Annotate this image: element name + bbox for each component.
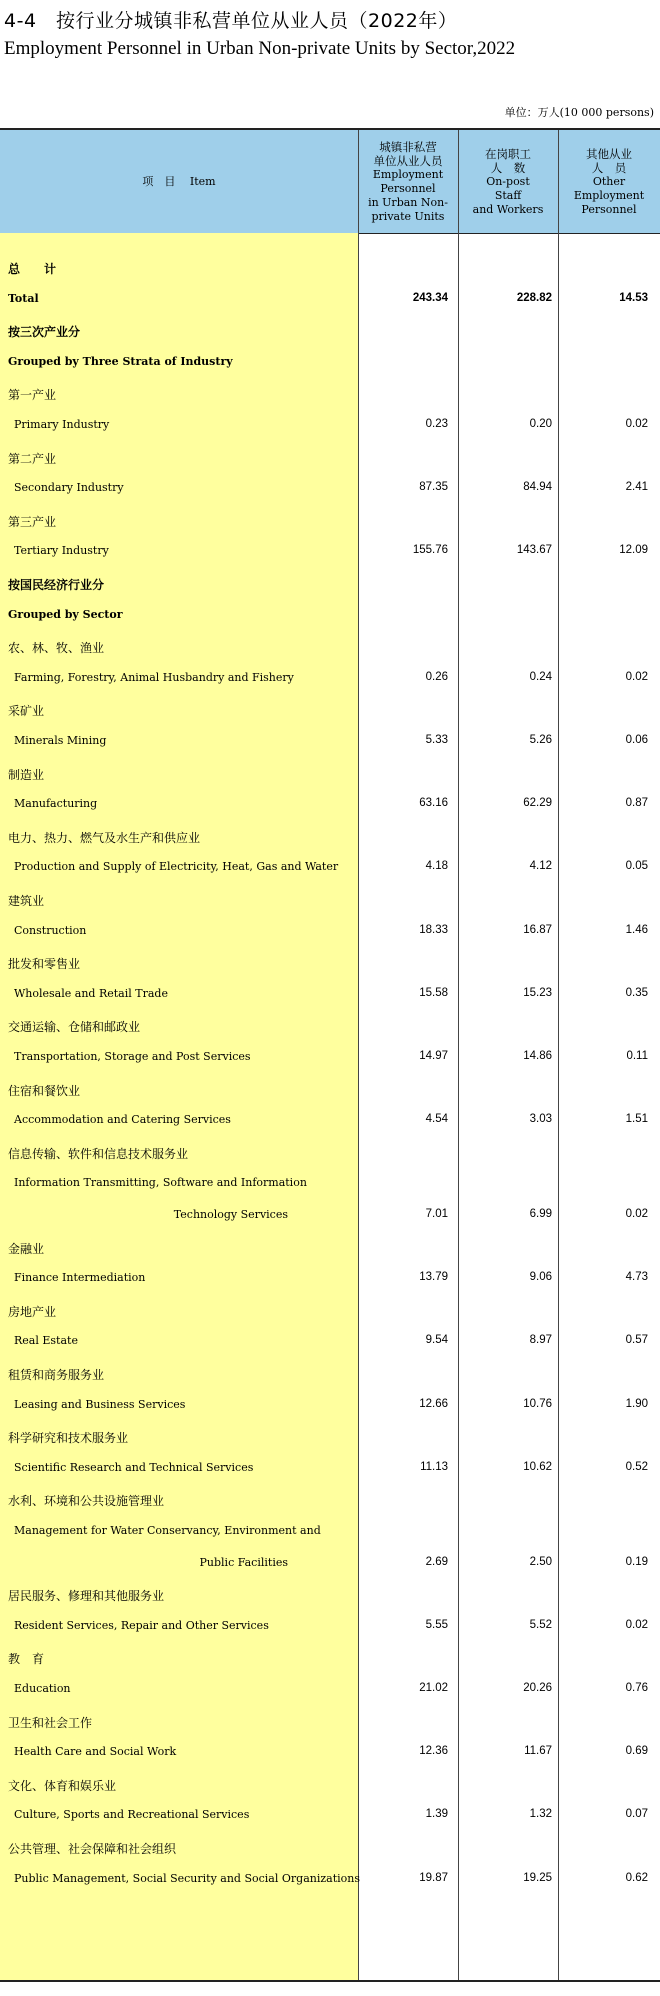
row-label: Scientific Research and Technical Services: [14, 1460, 254, 1474]
on-post-staff-value: 9.06: [529, 1271, 552, 1284]
header-c1-en-line3: in Urban Non-: [368, 195, 448, 209]
row-label: Manufacturing: [14, 797, 98, 811]
table-row: [0, 1200, 660, 1232]
row-label: Education: [14, 1682, 71, 1695]
row-label: 交通运输、仓储和邮政业: [8, 1020, 141, 1035]
employment-value: 9.54: [425, 1334, 448, 1347]
row-label: Accommodation and Catering Services: [14, 1113, 231, 1127]
other-employment-value: 0.06: [625, 734, 648, 746]
header-c2-en-line3: and Workers: [472, 202, 544, 216]
other-employment-value: 0.11: [626, 1050, 648, 1062]
data-table: [0, 128, 660, 1982]
table-row: [0, 410, 660, 442]
on-post-staff-value: 228.82: [516, 291, 552, 304]
row-label: 采矿业: [8, 704, 45, 719]
table-row: [0, 1010, 660, 1042]
row-label: Primary Industry: [14, 418, 110, 431]
row-label: 租赁和商务服务业: [8, 1368, 105, 1382]
employment-value: 5.55: [425, 1618, 448, 1631]
table-row: [0, 1232, 660, 1264]
header-on-post-staff: [458, 130, 558, 233]
header-c1-en-line2: Personnel: [380, 181, 436, 195]
row-label: 住宿和餐饮业: [8, 1083, 81, 1098]
row-label: 按三次产业分: [8, 325, 81, 340]
on-post-staff-value: 3.03: [529, 1113, 552, 1126]
other-employment-value: 0.02: [625, 418, 648, 430]
employment-value: 14.97: [419, 1050, 448, 1062]
other-employment-value: 0.05: [625, 860, 648, 873]
employment-value: 13.79: [419, 1271, 448, 1284]
employment-value: 4.54: [425, 1113, 448, 1126]
table-row: [0, 1864, 660, 1896]
other-employment-value: 12.09: [619, 544, 648, 557]
header-c1-en-line4: private Units: [371, 209, 445, 223]
row-label: 批发和零售业: [8, 957, 81, 972]
other-employment-value: 4.73: [625, 1271, 648, 1284]
employment-value: 87.35: [419, 481, 448, 494]
on-post-staff-value: 15.23: [523, 986, 552, 999]
other-employment-value: 0.52: [625, 1460, 648, 1473]
on-post-staff-value: 1.32: [529, 1808, 552, 1821]
row-label: Resident Services, Repair and Other Services: [14, 1618, 269, 1632]
table-row: [0, 600, 660, 632]
table-row: [0, 663, 660, 695]
employment-value: 18.33: [419, 923, 448, 936]
header-c1-cn-line1: 城镇非私营: [379, 139, 437, 154]
table-row: [0, 1548, 660, 1580]
other-employment-value: 0.35: [625, 986, 648, 999]
row-label: Transportation, Storage and Post Services: [14, 1050, 251, 1063]
on-post-staff-value: 62.29: [523, 797, 552, 810]
employment-value: 12.36: [419, 1745, 448, 1758]
row-label: Health Care and Social Work: [14, 1745, 177, 1759]
other-employment-value: 0.02: [625, 670, 648, 683]
table-row: [0, 947, 660, 979]
table-row: [0, 1263, 660, 1295]
on-post-staff-value: 0.24: [529, 670, 552, 683]
header-c1-cn-line2: 单位从业人员: [373, 153, 443, 168]
row-label: Wholesale and Retail Trade: [14, 986, 168, 1000]
row-label: Minerals Mining: [14, 734, 107, 747]
row-label: Grouped by Sector: [8, 607, 123, 621]
table-row: [0, 1105, 660, 1137]
on-post-staff-value: 10.62: [523, 1460, 552, 1473]
row-label: 电力、热力、燃气及水生产和供应业: [8, 830, 201, 845]
employment-value: 1.39: [425, 1808, 448, 1821]
table-row: [0, 473, 660, 505]
row-label: Real Estate: [14, 1334, 78, 1348]
table-row: [0, 916, 660, 948]
header-c1-en-line1: Employment: [372, 167, 444, 181]
row-label: Total: [8, 291, 39, 305]
table-row: [0, 726, 660, 758]
table-row: [0, 315, 660, 347]
table-row: [0, 1326, 660, 1358]
employment-value: 0.23: [425, 418, 448, 430]
on-post-staff-value: 19.25: [523, 1871, 552, 1884]
row-label: Secondary Industry: [14, 481, 124, 495]
employment-value: 63.16: [419, 797, 448, 810]
table-row: [0, 252, 660, 284]
row-label: Grouped by Three Strata of Industry: [8, 354, 233, 368]
on-post-staff-value: 11.67: [524, 1745, 552, 1758]
other-employment-value: 0.02: [625, 1618, 648, 1631]
table-row: [0, 378, 660, 410]
other-employment-value: 14.53: [619, 291, 648, 304]
header-item-label: 项 目 Item: [142, 174, 216, 188]
table-row: [0, 1074, 660, 1106]
row-label: Farming, Forestry, Animal Husbandry and Fishery: [14, 670, 294, 684]
table-bottom-rule: [0, 1980, 660, 1982]
row-label: 按国民经济行业分: [8, 578, 105, 592]
table-row: [0, 442, 660, 474]
table-row: [0, 347, 660, 379]
table-row: [0, 1674, 660, 1706]
row-label: 卫生和社会工作: [8, 1715, 93, 1730]
row-label: Finance Intermediation: [14, 1271, 146, 1285]
row-label: 第三产业: [8, 514, 57, 529]
header-c3-en-line2: Employment: [573, 188, 645, 202]
header-c2-cn-line1: 在岗职工: [484, 146, 531, 161]
other-employment-value: 0.19: [625, 1555, 648, 1568]
table-row: [0, 1042, 660, 1074]
header-other-employment: [558, 130, 660, 233]
table-row: [0, 821, 660, 853]
header-c3-cn-line2: 人 员: [591, 160, 627, 175]
row-label: 制造业: [8, 767, 45, 782]
row-label: Leasing and Business Services: [14, 1397, 186, 1411]
table-row: [0, 1611, 660, 1643]
other-employment-value: 0.69: [625, 1745, 648, 1758]
employment-value: 12.66: [419, 1397, 448, 1410]
row-label: 第二产业: [8, 451, 57, 466]
table-row: [0, 505, 660, 537]
header-item: [0, 130, 358, 233]
row-label: 建筑业: [8, 894, 45, 908]
table-row: [0, 1579, 660, 1611]
on-post-staff-value: 5.26: [529, 734, 552, 746]
other-employment-value: 1.90: [625, 1397, 648, 1410]
table-row: [0, 1453, 660, 1485]
table-row: [0, 536, 660, 568]
table-row: [0, 568, 660, 600]
table-row: [0, 1706, 660, 1738]
table-row: [0, 884, 660, 916]
row-label: 公共管理、社会保障和社会组织: [8, 1842, 177, 1856]
row-label: Information Transmitting, Software and Information: [14, 1176, 307, 1190]
on-post-staff-value: 4.12: [529, 860, 552, 873]
table-row: [0, 631, 660, 663]
table-row: [0, 1390, 660, 1422]
row-label: 房地产业: [8, 1304, 57, 1319]
header-c3-cn-line1: 其他从业: [586, 146, 632, 161]
page-title-cn: 4-4 按行业分城镇非私营单位从业人员（2022年）: [4, 10, 458, 32]
on-post-staff-value: 14.86: [523, 1050, 552, 1062]
row-label: 信息传输、软件和信息技术服务业: [8, 1146, 189, 1161]
other-employment-value: 0.02: [625, 1208, 648, 1220]
row-label: Production and Supply of Electricity, Heat, Gas and Water: [14, 860, 339, 874]
on-post-staff-value: 143.67: [516, 544, 552, 557]
on-post-staff-value: 5.52: [529, 1618, 552, 1631]
header-c3-en-line1: Other: [592, 174, 626, 188]
other-employment-value: 0.87: [625, 797, 648, 810]
table-row: [0, 1737, 660, 1769]
row-label: 科学研究和技术服务业: [8, 1431, 129, 1446]
row-label: 总 计: [8, 262, 57, 276]
table-row: [0, 1642, 660, 1674]
table-row: [0, 1358, 660, 1390]
row-label: Tertiary Industry: [14, 544, 109, 558]
table-row: [0, 1484, 660, 1516]
other-employment-value: 0.57: [625, 1334, 648, 1347]
on-post-staff-value: 84.94: [523, 481, 552, 494]
table-row: [0, 1421, 660, 1453]
table-row: [0, 1832, 660, 1864]
table-row: [0, 694, 660, 726]
table-row: [0, 979, 660, 1011]
employment-value: 5.33: [425, 734, 448, 746]
table-row: [0, 789, 660, 821]
table-row: [0, 1295, 660, 1327]
row-label: 农、林、牧、渔业: [8, 641, 105, 656]
table-row: [0, 852, 660, 884]
employment-value: 243.34: [412, 291, 448, 304]
other-employment-value: 2.41: [625, 481, 648, 494]
employment-value: 7.01: [425, 1208, 448, 1220]
other-employment-value: 1.51: [625, 1113, 648, 1126]
row-label: 教 育: [8, 1652, 45, 1667]
employment-value: 155.76: [412, 544, 448, 557]
on-post-staff-value: 10.76: [523, 1397, 552, 1410]
table-row: [0, 1516, 660, 1548]
row-label: Culture, Sports and Recreational Services: [14, 1808, 250, 1822]
employment-value: 4.18: [425, 860, 448, 873]
employment-value: 15.58: [419, 986, 448, 999]
header-employment-personnel: [358, 130, 458, 233]
row-label: 第一产业: [8, 388, 57, 403]
employment-value: 21.02: [419, 1682, 448, 1694]
other-employment-value: 0.76: [625, 1682, 648, 1694]
header-c3-en-line3: Personnel: [581, 202, 637, 216]
on-post-staff-value: 6.99: [529, 1208, 552, 1220]
on-post-staff-value: 0.20: [529, 418, 552, 430]
table-row: [0, 284, 660, 316]
table-row: [0, 758, 660, 790]
page-title-en: Employment Personnel in Urban Non-private Units by Sector,2022: [4, 38, 516, 59]
header-c2-cn-line2: 人 数: [490, 160, 526, 175]
row-label: Management for Water Conservancy, Environment and: [14, 1524, 321, 1537]
row-label: 文化、体育和娱乐业: [8, 1778, 117, 1793]
on-post-staff-value: 20.26: [523, 1682, 552, 1694]
on-post-staff-value: 2.50: [529, 1555, 552, 1568]
table-row: [0, 1769, 660, 1801]
row-label: 金融业: [8, 1241, 45, 1256]
unit-label: 单位：万人(10 000 persons): [504, 106, 654, 119]
other-employment-value: 0.07: [625, 1808, 648, 1821]
header-c2-en-line2: Staff: [494, 188, 522, 202]
table-row: [0, 1168, 660, 1200]
employment-value: 2.69: [425, 1555, 448, 1568]
row-label: Public Facilities: [199, 1555, 288, 1569]
table-row: [0, 1137, 660, 1169]
other-employment-value: 1.46: [625, 923, 648, 936]
employment-value: 19.87: [419, 1871, 448, 1884]
other-employment-value: 0.62: [625, 1871, 648, 1884]
row-label: Construction: [14, 923, 87, 937]
header-c2-en-line1: On-post: [486, 174, 530, 188]
row-label: 水利、环境和公共设施管理业: [8, 1494, 165, 1509]
row-label: Public Management, Social Security and Social Organizations: [14, 1871, 360, 1885]
employment-value: 11.13: [420, 1460, 448, 1473]
table-row: [0, 1800, 660, 1832]
on-post-staff-value: 8.97: [529, 1334, 552, 1347]
row-label: Technology Services: [173, 1208, 288, 1221]
employment-value: 0.26: [425, 670, 448, 683]
on-post-staff-value: 16.87: [523, 923, 552, 936]
row-label: 居民服务、修理和其他服务业: [8, 1589, 165, 1604]
